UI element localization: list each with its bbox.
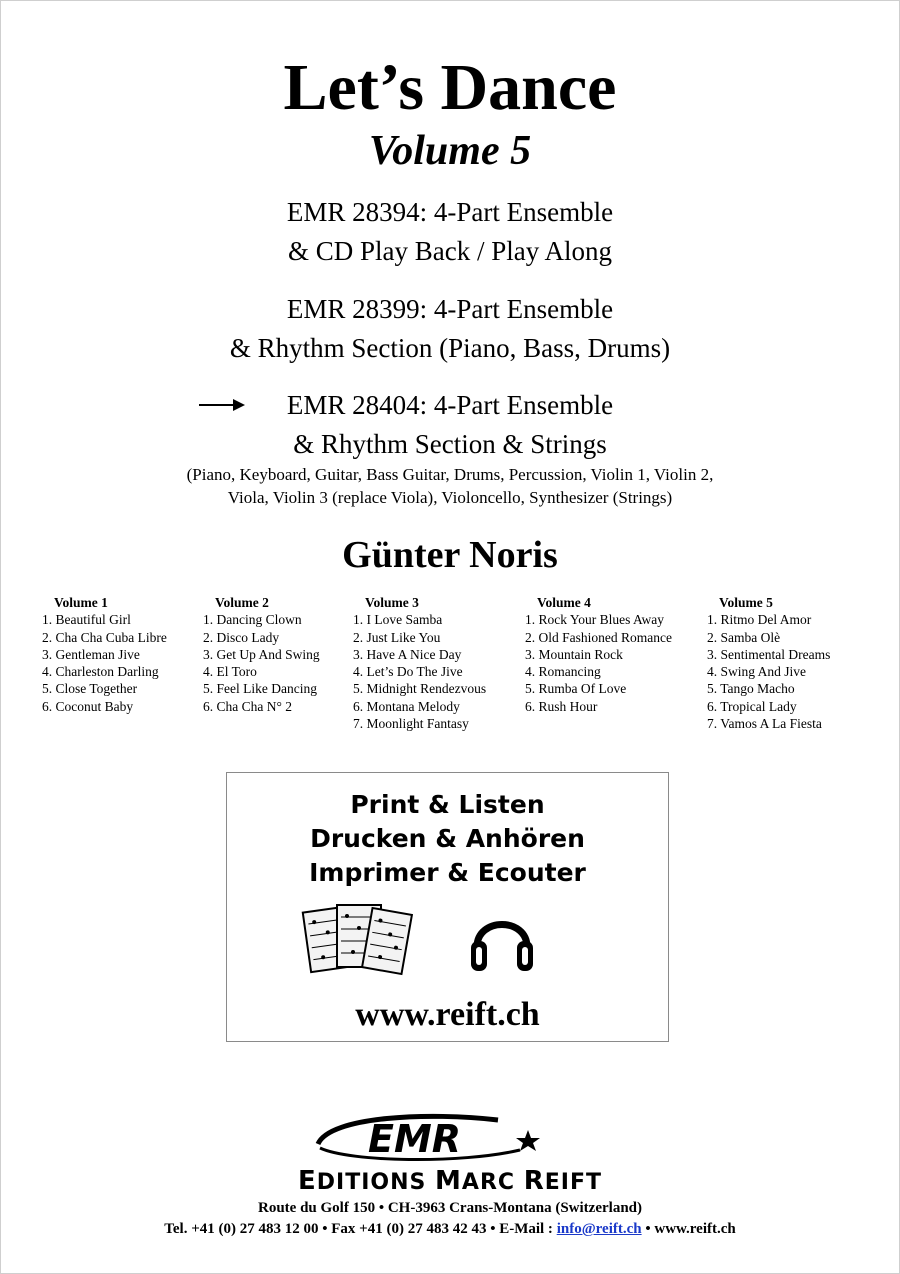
author-name: Günter Noris <box>342 534 558 576</box>
emr-logo <box>310 1110 550 1166</box>
list-item: 3. Get Up And Swing <box>203 646 320 662</box>
list-item: 6. Montana Melody <box>353 698 460 714</box>
list-item: 1. I Love Samba <box>353 612 443 628</box>
contact-phone-fax: Tel. +41 (0) 27 483 12 00 • Fax +41 (0) 27 483 42 43 • E-Mail : <box>164 1221 557 1237</box>
publisher-address: Route du Golf 150 • CH-3963 Crans-Montana (Switzerland) <box>258 1200 642 1216</box>
list-item: 5. Rumba Of Love <box>525 681 627 697</box>
edition-1-line-1: EMR 28394: 4-Part Ensemble <box>286 197 614 227</box>
list-item: 3. Sentimental Dreams <box>707 646 831 662</box>
list-item: 6. Cha Cha N° 2 <box>203 698 293 714</box>
publisher-name-part: M <box>435 1166 462 1196</box>
volume-heading: Volume 5 <box>719 595 773 610</box>
volume-5-list <box>707 594 830 732</box>
edition-2-line-1: EMR 28399: 4-Part Ensemble <box>286 294 614 324</box>
list-item: 5. Midnight Rendezvous <box>353 681 487 697</box>
edition-1-line-2: & CD Play Back / Play Along <box>288 236 612 266</box>
email-link[interactable]: info@reift.ch <box>556 1221 642 1237</box>
page-subtitle: Volume 5 <box>368 128 532 174</box>
sheet-music-icon <box>301 901 413 979</box>
promo-line-english: Print & Listen <box>350 790 545 819</box>
volume-4-list <box>525 594 672 715</box>
edition-3-line-2: & Rhythm Section & Strings <box>293 429 607 459</box>
publisher-contact <box>0 1219 900 1239</box>
promo-line-german: Drucken & Anhören <box>310 824 585 853</box>
publisher-name <box>0 1168 900 1196</box>
volume-2-list <box>203 594 320 715</box>
headphones-icon <box>467 903 537 977</box>
list-item: 2. Old Fashioned Romance <box>525 629 672 645</box>
publisher-name-part: E <box>298 1166 317 1196</box>
list-item: 6. Coconut Baby <box>42 698 134 714</box>
promo-url: www.reift.ch <box>355 996 540 1033</box>
volume-3-list <box>353 594 486 732</box>
contact-website: • www.reift.ch <box>641 1221 736 1237</box>
volume-heading: Volume 3 <box>365 595 419 610</box>
logo-text: EMR <box>368 1117 462 1161</box>
list-item: 1. Ritmo Del Amor <box>707 612 812 628</box>
list-item: 2. Just Like You <box>353 629 441 645</box>
edition-2-line-2: & Rhythm Section (Piano, Bass, Drums) <box>229 333 671 363</box>
list-item: 1. Beautiful Girl <box>42 612 131 628</box>
instrumentation-line-1: (Piano, Keyboard, Guitar, Bass Guitar, Drums, Percussion, Violin 1, Violin 2, <box>186 465 714 484</box>
volume-heading: Volume 4 <box>537 595 591 610</box>
list-item: 5. Close Together <box>42 681 138 697</box>
list-item: 3. Mountain Rock <box>525 646 623 662</box>
publisher-name-part: R <box>523 1166 545 1196</box>
list-item: 4. Charleston Darling <box>42 664 159 680</box>
list-item: 3. Gentleman Jive <box>42 646 140 662</box>
list-item: 4. Swing And Jive <box>707 664 807 680</box>
list-item: 4. El Toro <box>203 664 257 680</box>
volume-heading: Volume 2 <box>215 595 269 610</box>
print-and-listen-box <box>226 772 669 1042</box>
list-item: 5. Feel Like Dancing <box>203 681 317 697</box>
volume-heading: Volume 1 <box>54 595 108 610</box>
edition-3-line-1: EMR 28404: 4-Part Ensemble <box>286 390 614 420</box>
list-item: 2. Disco Lady <box>203 629 280 645</box>
list-item: 3. Have A Nice Day <box>353 646 462 662</box>
publisher-name-part: ARC <box>461 1170 524 1195</box>
list-item: 5. Tango Macho <box>707 681 795 697</box>
page-title: Let’s Dance <box>283 51 617 124</box>
publisher-name-part: EIFT <box>544 1170 602 1195</box>
list-item: 6. Tropical Lady <box>707 698 797 714</box>
instrumentation-line-2: Viola, Violin 3 (replace Viola), Violoncello, Synthesizer (Strings) <box>227 488 673 507</box>
list-item: 1. Rock Your Blues Away <box>525 612 665 628</box>
list-item: 4. Romancing <box>525 664 601 680</box>
list-item: 2. Cha Cha Cuba Libre <box>42 629 167 645</box>
promo-line-french: Imprimer & Ecouter <box>309 858 586 887</box>
publisher-name-part: DITIONS <box>316 1170 436 1195</box>
list-item: 7. Moonlight Fantasy <box>353 716 469 732</box>
list-item: 7. Vamos A La Fiesta <box>707 716 822 732</box>
list-item: 4. Let’s Do The Jive <box>353 664 463 680</box>
volume-1-list <box>42 594 167 715</box>
list-item: 2. Samba Olè <box>707 629 781 645</box>
list-item: 1. Dancing Clown <box>203 612 302 628</box>
list-item: 6. Rush Hour <box>525 698 598 714</box>
